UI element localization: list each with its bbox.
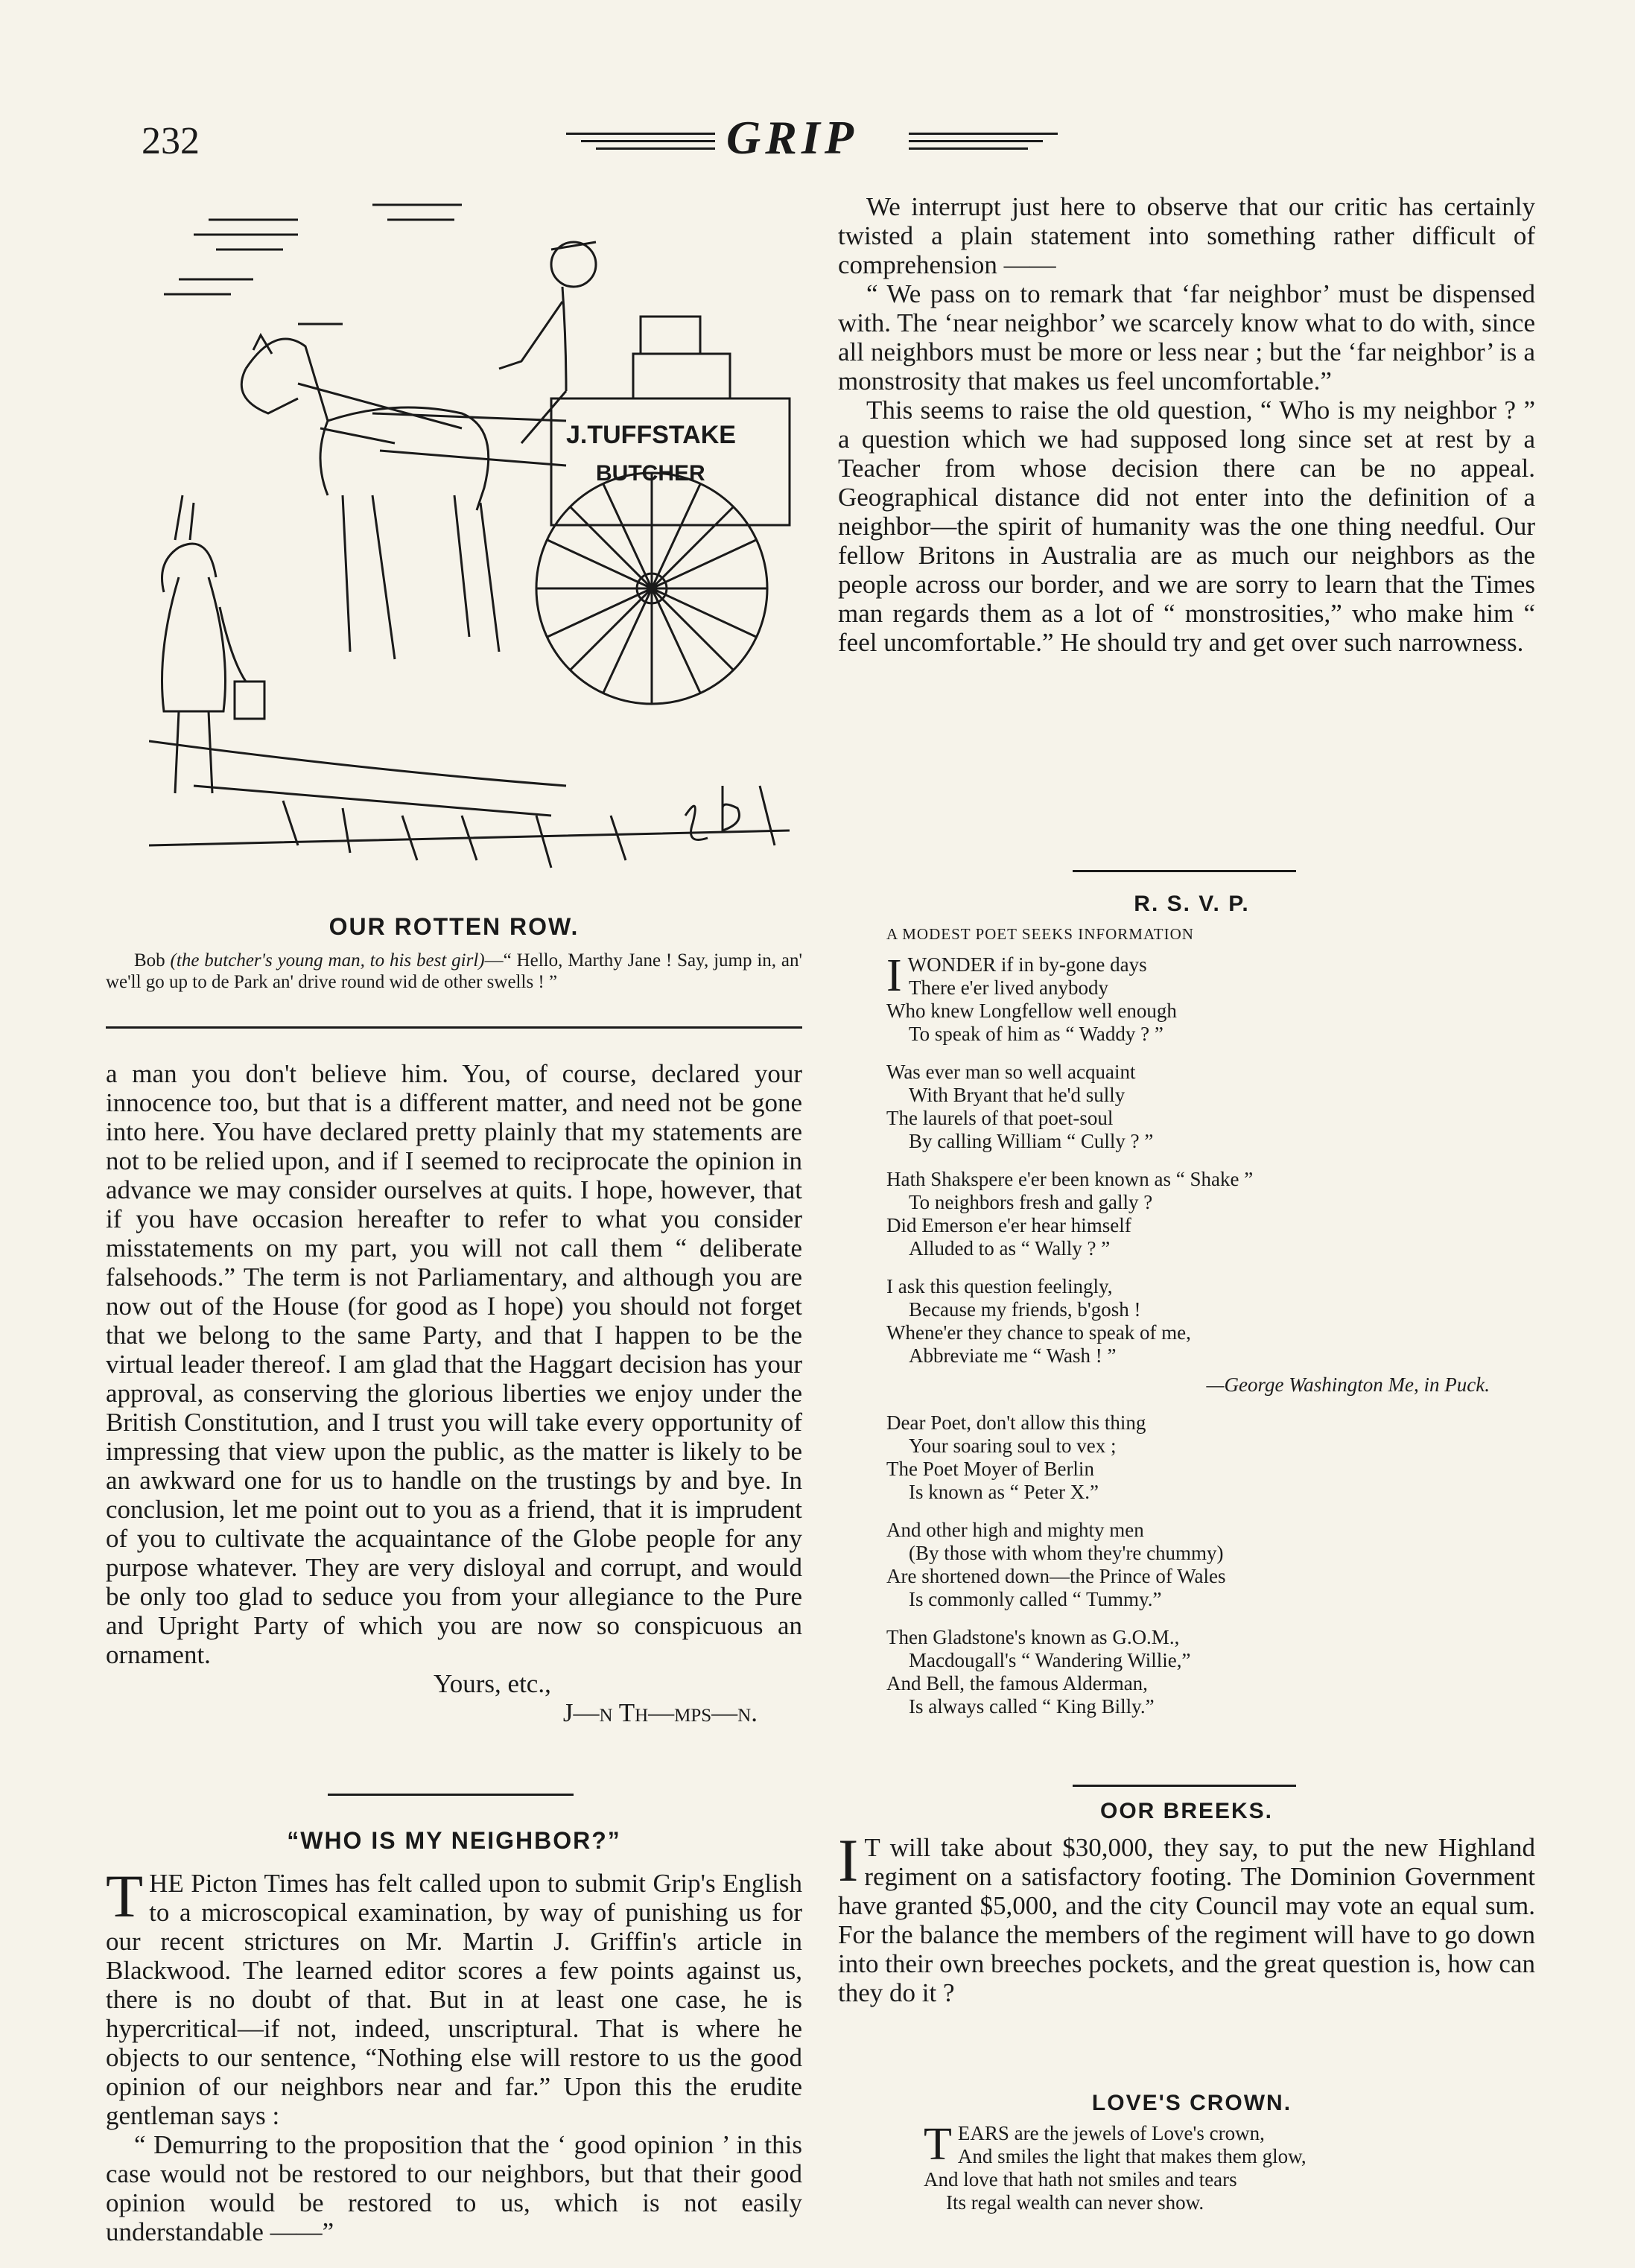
neighbor-para1-text: HE Picton Times has felt called upon to submit Grip's English to a microscopical examination, by way of punishing us for our recent strictures on Mr. Martin J. Griffin's article in Blackwood. The learned editor scores a few points against us, there is no doubt of that. But in at least one case, he is hypercritical—if not, indeed, unscriptural. That is where he objects to our sentence, “Nothing else will restore to us the good opinion of our neighbors near and far.” Upon this the erudite gentleman says :	[106, 1869, 802, 2130]
poem-line: (By those with whom they're chummy)	[909, 1542, 1224, 1564]
poem-line: Macdougall's “ Wandering Willie,”	[909, 1649, 1191, 1671]
poem-line: Hath Shakspere e'er been known as “ Shake ”	[886, 1168, 1254, 1190]
poem-line: Abbreviate me “ Wash ! ”	[909, 1344, 1117, 1367]
cartoon-caption-block	[106, 913, 802, 993]
neighbor-para4: “ We pass on to remark that ‘far neighbor’ must be dispensed with. The ‘near neighbor’ we scarcely know what to do with, since all neighbors must be more or less near ; but the ‘far neighbor’ is a monstrosity that makes us feel uncomfortable.”	[838, 279, 1535, 396]
cartoon-title: OUR ROTTEN ROW.	[328, 913, 580, 940]
masthead-rule-left-2	[581, 140, 715, 142]
neighbor-article-continued	[838, 192, 1535, 657]
masthead-rule-right-2	[909, 140, 1043, 142]
neighbor-para1	[106, 1862, 802, 2130]
neighbor-para5: This seems to raise the old question, “ Who is my neighbor ? ” a question which we had supposed long since set at rest by a Teacher from whose decision there can be no appeal. Geographical distance did not enter into the definition of a neighbor—the spirit of humanity was the one thing needful. Our fellow Britons in Australia are as much our neighbors as the people across our border, and we are sorry to learn that the Times man regards them as a lot of “ monstrosities,” who make him “ feel uncomfortable.” He should try and get over such narrowness.	[838, 396, 1535, 657]
poem-line: I ask this question feelingly,	[886, 1275, 1113, 1297]
caption-speaker: Bob	[134, 950, 165, 971]
letter-text: a man you don't believe him. You, of course, declared your innocence too, but that is a different matter, and need not be gone into here. You have declared pretty plainly that my statements are not to be relied upon, and if I seemed to reciprocate the opinion in advance we may consider ourselves at quits. I hope, however, that if you have occasion hereafter to refer to what you consider misstatements on my part, you will not call them “ deliberate falsehoods.” The term is not Parliamentary, and although you are now out of the House (for good as I hope) you should not forget that we belong to the same Party, and that I happen to be the virtual leader thereof. I am glad that the Haggart decision has your approval, as conserving the glorious liberties we enjoy under the British Constitution, and I trust you will take every opportunity of impressing that view upon the public, as the matter is likely to be an awkward one for us to handle on the trustings by and bye. In conclusion, let me point out to you as a friend, that it is imprudent of you to cultivate the acquaintance of the Globe people for any purpose whatever. They are very disloyal and corrupt, and would be only too glad to seduce you from your allegiance to the Pure and Upright Party of which you are now so conspicuous an ornament.	[106, 1059, 802, 1669]
poem-line: By calling William “ Cully ? ”	[909, 1130, 1154, 1152]
divider-rule-3	[1073, 870, 1296, 872]
caption-speech: —“ Hello, Marthy Jane ! Say, jump in, an' we'll go up to de Park an' drive round wid de other swells ! ”	[106, 950, 802, 992]
poem-line: Because my friends, b'gosh !	[909, 1298, 1141, 1321]
poem-line: Did Emerson e'er hear himself	[886, 1214, 1131, 1236]
poem-line: EARS are the jewels of Love's crown,	[957, 2122, 1265, 2144]
neighbor-para2: “ Demurring to the proposition that the ‘ good opinion ’ in this case would not be restored to our neighbors, but that their good opinion would be restored to us, which is not easily understandable ——”	[106, 2130, 802, 2246]
poem-line: And love that hath not smiles and tears	[924, 2168, 1237, 2191]
poem-line: Was ever man so well acquaint	[886, 1061, 1136, 1083]
masthead-rule-right	[909, 133, 1058, 135]
poem-line: Then Gladstone's known as G.O.M.,	[886, 1626, 1180, 1648]
poem-line: There e'er lived anybody	[909, 976, 1108, 999]
poem-line: The Poet Moyer of Berlin	[886, 1458, 1094, 1480]
rsvp-stanza-3	[886, 1168, 1497, 1260]
divider-rule-2	[328, 1794, 574, 1796]
crown-poem	[924, 2091, 1505, 2214]
letter-signature: J—n Th—mps—n.	[562, 1698, 758, 1727]
masthead-rule-right-3	[909, 147, 1028, 150]
crown-dropcap: T	[924, 2119, 952, 2170]
magazine-title: GRIP	[726, 111, 858, 164]
page-number: 232	[142, 120, 200, 162]
rsvp-title: R. S. V. P.	[1134, 892, 1250, 916]
rsvp-subtitle: A MODEST POET SEEKS INFORMATION	[886, 925, 1194, 943]
poem-line: WONDER if in by-gone days	[907, 953, 1147, 976]
poem-line: Its regal wealth can never show.	[946, 2191, 1204, 2214]
masthead-rule-left	[566, 133, 715, 135]
rsvp-stanza-1	[886, 950, 1497, 1046]
rsvp-stanza-4	[886, 1275, 1497, 1368]
letter-closing: Yours, etc.,	[434, 1669, 551, 1698]
rsvp-dropcap: I	[886, 950, 902, 1001]
neighbor-dropcap: T	[106, 1862, 144, 1930]
breeks-text	[838, 1826, 1535, 2007]
poem-line: Alluded to as “ Wally ? ”	[909, 1237, 1111, 1260]
neighbor-para3: We interrupt just here to observe that our critic has certainly twisted a plain statement into something rather difficult of comprehension ——	[838, 192, 1535, 279]
divider-rule	[106, 1026, 802, 1029]
rsvp-attribution: —George Washington Me, in Puck.	[1206, 1373, 1490, 1396]
poem-line: With Bryant that he'd sully	[909, 1084, 1126, 1106]
rsvp-stanza-2	[886, 1061, 1497, 1153]
breeks-article	[838, 1797, 1535, 2007]
poem-line: Who knew Longfellow well enough	[886, 1000, 1177, 1022]
letter-article	[106, 1059, 802, 1727]
divider-rule-4	[1073, 1785, 1296, 1787]
poem-line: To neighbors fresh and gally ?	[909, 1191, 1153, 1213]
crown-title: LOVE'S CROWN.	[1091, 2091, 1292, 2115]
poem-line: Dear Poet, don't allow this thing	[886, 1411, 1146, 1434]
neighbor-article	[106, 1826, 802, 2246]
cart-lettering-line2: BUTCHER	[596, 461, 705, 486]
cart-lettering-line1: J.TUFFSTAKE	[566, 421, 736, 449]
poem-line: To speak of him as “ Waddy ? ”	[909, 1023, 1163, 1045]
masthead-rule-left-3	[596, 147, 715, 150]
cartoon-illustration	[149, 175, 804, 909]
rsvp-stanza-7	[886, 1626, 1497, 1718]
breeks-title: OOR BREEKS.	[1099, 1799, 1274, 1823]
poem-line: The laurels of that poet-soul	[886, 1107, 1114, 1129]
rsvp-poem	[886, 892, 1497, 1733]
poem-line: Is commonly called “ Tummy.”	[909, 1588, 1162, 1610]
masthead	[566, 110, 1088, 170]
poem-line: Is always called “ King Billy.”	[909, 1695, 1155, 1718]
poem-line: Are shortened down—the Prince of Wales	[886, 1565, 1226, 1587]
poem-line: And Bell, the famous Alderman,	[886, 1672, 1148, 1694]
poem-line: And other high and mighty men	[886, 1519, 1144, 1541]
caption-stage-direction: (the butcher's young man, to his best girl)	[170, 950, 485, 971]
neighbor-title: “WHO IS MY NEIGHBOR?”	[287, 1827, 621, 1854]
cartoon-caption	[106, 950, 802, 993]
poem-line: And smiles the light that makes them glow,	[957, 2145, 1307, 2167]
poem-line: Is known as “ Peter X.”	[909, 1481, 1099, 1503]
rsvp-stanza-6	[886, 1519, 1497, 1611]
poem-line: Your soaring soul to vex ;	[909, 1435, 1117, 1457]
breeks-text-body: T will take about $30,000, they say, to put the new Highland regiment on a satisfactory footing. The Dominion Government have granted $5,000, and the city Council may vote an equal sum. For the balance the members of the regiment will have to go down into their own breeches pockets, and the great question is, how can they do it ?	[838, 1833, 1535, 2007]
rsvp-stanza-5	[886, 1411, 1497, 1504]
breeks-dropcap: I	[838, 1826, 859, 1894]
poem-line: Whene'er they chance to speak of me,	[886, 1321, 1191, 1344]
